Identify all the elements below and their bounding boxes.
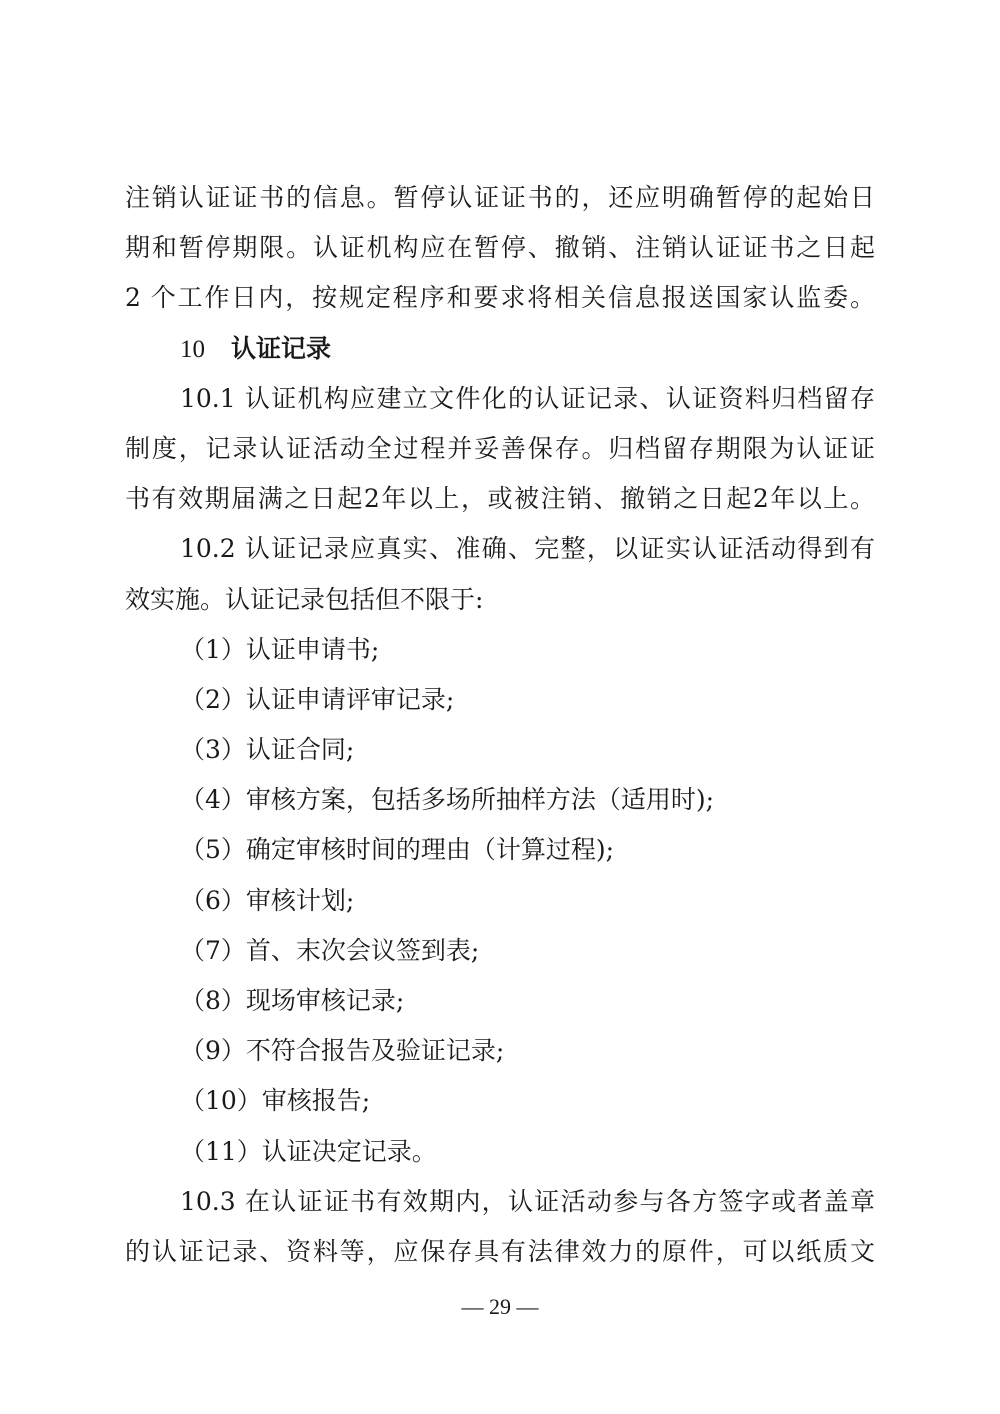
paragraph-10-1-line: 书有效期届满之日起2年以上，或被注销、撤销之日起2年以上。 (125, 484, 875, 514)
paragraph-10-2-line: 10.2 认证记录应真实、准确、完整，以证实认证活动得到有 (180, 534, 875, 564)
paragraph-10-2-line: 效实施。认证记录包括但不限于: (125, 584, 484, 614)
paragraph-10-3-line: 的认证记录、资料等，应保存具有法律效力的原件，可以纸质文 (125, 1236, 875, 1266)
list-item: （2）认证申请评审记录; (180, 684, 455, 714)
list-item: （5）确定审核时间的理由（计算过程); (180, 835, 615, 865)
list-item: （6）审核计划; (180, 885, 355, 915)
section-number: 10 (180, 335, 205, 363)
paragraph-10-1-line: 10.1 认证机构应建立文件化的认证记录、认证资料归档留存 (180, 383, 875, 413)
list-item: （7）首、末次会议签到表; (180, 935, 480, 965)
document-body (125, 178, 875, 1282)
paragraph-10-3-line: 10.3 在认证证书有效期内，认证活动参与各方签字或者盖章 (180, 1186, 875, 1216)
list-item: （8）现场审核记录; (180, 986, 405, 1015)
section-title: 认证记录 (231, 333, 332, 363)
list-item: （1）认证申请书; (180, 634, 380, 664)
paragraph-10-1-line: 制度，记录认证活动全过程并妥善保存。归档留存期限为认证证 (125, 433, 875, 463)
list-item: （11）认证决定记录。 (180, 1136, 437, 1166)
list-item: （3）认证合同; (180, 735, 355, 765)
page-number: — 29 — (461, 1294, 539, 1319)
section-heading (125, 329, 875, 379)
text-line: 期和暂停期限。认证机构应在暂停、撤销、注销认证证书之日起 (125, 233, 875, 263)
text-line: 2 个工作日内，按规定程序和要求将相关信息报送国家认监委。 (125, 283, 875, 313)
list-item: （4）审核方案，包括多场所抽样方法（适用时); (180, 785, 715, 815)
text-line: 注销认证证书的信息。暂停认证证书的，还应明确暂停的起始日 (125, 183, 875, 212)
list-item: （9）不符合报告及验证记录; (180, 1036, 505, 1066)
list-item: （10）审核报告; (180, 1086, 371, 1116)
